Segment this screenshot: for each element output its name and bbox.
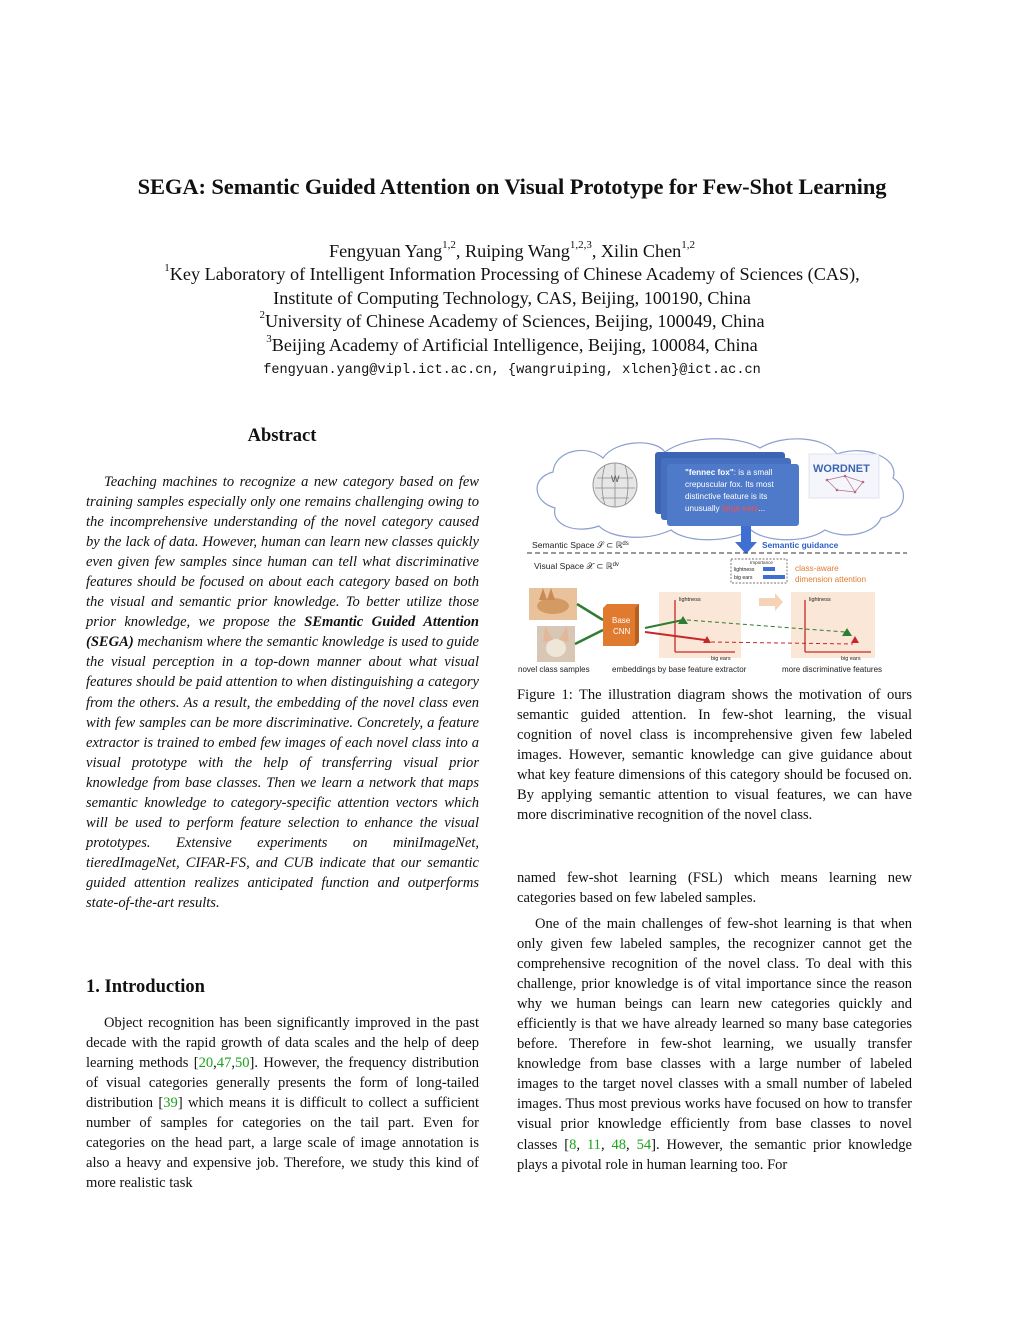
intro-heading: 1. Introduction <box>86 977 205 997</box>
label-novel-samples: novel class samples <box>518 665 590 674</box>
intro-paragraph <box>86 1013 479 1193</box>
importance-label: Importance <box>750 560 773 565</box>
citation-sep: , <box>576 1136 587 1153</box>
semantic-space-label <box>532 540 629 550</box>
wordnet-label: WORDNET <box>813 463 870 475</box>
author-emails: fengyuan.yang@vipl.ict.ac.cn, {wangruiping, xlchen}@ict.ac.cn <box>263 363 761 378</box>
base-cnn-label-1: Base <box>612 616 631 625</box>
transform-arrow <box>759 593 783 611</box>
importance-lightness-label: lightness <box>734 567 755 573</box>
figure-1-diagram <box>515 430 915 680</box>
importance-bigears-label: big ears <box>734 575 753 581</box>
card-text-line-2: crepuscular fox. Its most <box>685 480 774 489</box>
axis-label-lightness-right: lightness <box>809 597 831 603</box>
affiliation-1 <box>0 264 1024 285</box>
semantic-guidance-label: Semantic guidance <box>762 540 839 550</box>
card-text-line-1 <box>685 468 773 477</box>
citation-link[interactable]: 47 <box>216 1055 232 1072</box>
abstract-heading: Abstract <box>247 426 317 446</box>
wordnet-logo <box>809 454 879 498</box>
class-aware-label-2: dimension attention <box>795 575 867 584</box>
fox-image-2 <box>537 626 575 662</box>
intro-text: ]. However, the frequency distribution of visual categories generally presents the form of long-tailed distribution [ <box>86 1055 479 1112</box>
author-name: Xilin Chen <box>600 241 682 261</box>
visual-space-label <box>534 561 619 571</box>
label-more-discriminative: more discriminative features <box>782 665 883 674</box>
affiliation-sup: 1 <box>164 262 170 274</box>
author-sup: 1,2 <box>442 239 456 251</box>
paper-title: SEGA: Semantic Guided Attention on Visual Prototype for Few-Shot Learning <box>137 174 887 199</box>
base-cnn-label-2: CNN <box>613 627 631 636</box>
citation-link[interactable]: 39 <box>163 1095 178 1112</box>
citation-link[interactable]: 50 <box>234 1055 250 1072</box>
citation-link[interactable]: 54 <box>636 1136 652 1153</box>
space-label-sup: ds <box>622 541 629 547</box>
card-highlight: large ears <box>721 504 759 513</box>
abstract-method-name: SEmantic Guided Attention (SEGA) <box>86 614 480 651</box>
green-arrow-top <box>577 604 603 620</box>
right-paragraph-2 <box>517 914 912 1175</box>
discriminative-chart-bg <box>791 592 875 658</box>
author-sup: 1,2,3 <box>569 239 592 251</box>
axis-label-lightness-left: lightness <box>679 597 701 603</box>
affiliation-text: Institute of Computing Technology, CAS, Beijing, 100190, China <box>273 288 751 308</box>
right-text: One of the main challenges of few-shot learning is that when only given few labeled samples, the recognizer cannot get the comprehensive recognition of the novel class. To deal with this challenge, prior knowledge is of vital importance since the reason why we human beings can learn new categories quickly and efficiently is that we have already learned so many base categories before. Therefore in few-shot learning, we usually transfer knowledge from base classes with a large number of labeled images to the target novel classes with a small number of labeled images. Thus most previous works have focused on how to transfer visual prior knowledge efficiently from base classes to novel classes [ <box>517 916 912 1153</box>
space-label-text: Visual Space 𝒳 ⊂ ℝ <box>534 561 613 571</box>
card-entity-name: "fennec fox" <box>685 468 734 477</box>
affiliation-text: Key Laboratory of Intelligent Information Processing of Chinese Academy of Sciences (CAS), <box>169 264 860 284</box>
space-label-sup: dv <box>612 562 619 568</box>
citation-link[interactable]: 11 <box>586 1136 601 1153</box>
right-paragraph-1: named few-shot learning (FSL) which means learning new categories based on few labeled samples. <box>517 870 912 907</box>
author-sup: 1,2 <box>681 239 695 251</box>
author-separator: , <box>591 241 601 261</box>
citation-sep: , <box>626 1136 637 1153</box>
citation-sep: , <box>600 1136 612 1153</box>
abstract-part: mechanism where the semantic knowledge is used to guide the visual perception in a top-down manner about what visual features should be paid attention to when distinguishing a category from the others. As a result, the embedding of the novel class even with few samples can be more discriminative. Concretely, a feature extractor is trained to embed few images of each novel class into a visual prototype with the help of transferring visual prior knowledge from base classes. Then we learn a network that maps semantic knowledge to category-specific attention vectors which will be used to perform feature selection to enhance the visual prototypes. Extensive experiments on miniImageNet, tieredImageNet, CIFAR-FS, and CUB indicate that our semantic guided attention realizes anticipated function and outperforms state-of-the-art results. <box>86 634 479 911</box>
importance-bigears-bar <box>763 575 785 579</box>
abstract-part: Teaching machines to recognize a new category based on few training samples especially only one remains challenging owing to the incomprehensive understanding of the novel category caused by the lack of data. However, human can learn new classes quickly even given few samples since human can tell what discriminative features should be focused on about each category based on both the visual and semantic prior knowledge. To better utilize those prior knowledge, we propose the <box>86 474 479 631</box>
intro-text: ] which means it is difficult to collect a sufficient number of samples for categories on the tail part. Even for categories on the head part, a large scale of image annotation is also a heavy and expensive job. Therefore, we study this kind of more realistic task <box>86 1095 479 1192</box>
wikipedia-globe-icon <box>593 463 637 507</box>
author-list <box>0 241 1024 262</box>
affiliation-text: University of Chinese Academy of Sciences, Beijing, 100049, China <box>264 311 765 331</box>
author-name: Fengyuan Yang <box>328 241 443 261</box>
right-text: ]. However, the semantic prior knowledge plays a pivotal role in human learning too. For <box>517 1136 912 1173</box>
card-text-line-3: distinctive feature is its <box>685 492 768 501</box>
affiliation-sup: 3 <box>266 333 272 345</box>
affiliation-1b <box>0 288 1024 309</box>
citation-sep: , <box>231 1055 235 1072</box>
citation-link[interactable]: 20 <box>198 1055 214 1072</box>
affiliation-3 <box>0 335 1024 356</box>
figure-1-caption: Figure 1: The illustration diagram shows the motivation of ours semantic guided attention. In few-shot learning, the visual cognition of novel class is incomprehensive given few labeled images. However, semantic knowledge can give guidance about what key feature dimensions of this category should be focused on. By applying semantic attention to visual features, we can have more discriminative recognition of the novel class. <box>517 687 912 824</box>
class-aware-label-1: class-aware <box>795 564 839 573</box>
green-arrow-bottom <box>575 630 603 644</box>
card-text: unusually <box>685 504 722 513</box>
axis-label-bigears-left: big ears <box>711 656 731 662</box>
affiliation-sup: 2 <box>259 309 265 321</box>
card-text-line-4 <box>685 504 765 513</box>
base-cnn-block <box>603 604 639 646</box>
space-label-text: Semantic Space 𝒮 ⊂ ℝ <box>532 540 623 550</box>
svg-text:W: W <box>611 474 620 484</box>
intro-text: Object recognition has been significantly improved in the past decade with the rapid growth of data scales and the help of deep learning methods [ <box>86 1015 479 1072</box>
card-text: : is a small <box>733 468 773 477</box>
citation-link[interactable]: 8 <box>569 1136 577 1153</box>
affiliation-text: Beijing Academy of Artificial Intelligence, Beijing, 100084, China <box>271 335 758 355</box>
author-separator: , <box>455 241 466 261</box>
citation-sep: , <box>213 1055 217 1072</box>
semantic-description-cards <box>655 452 799 526</box>
abstract-text <box>86 472 479 913</box>
card-text: ... <box>758 504 766 513</box>
citation-link[interactable]: 48 <box>611 1136 627 1153</box>
affiliation-2 <box>0 311 1024 332</box>
label-embeddings: embeddings by base feature extractor <box>612 665 747 674</box>
author-name: Ruiping Wang <box>465 241 570 261</box>
axis-label-bigears-right: big ears <box>841 656 861 662</box>
fox-image-1 <box>529 588 577 620</box>
importance-box <box>731 559 787 583</box>
importance-lightness-bar <box>763 567 775 571</box>
